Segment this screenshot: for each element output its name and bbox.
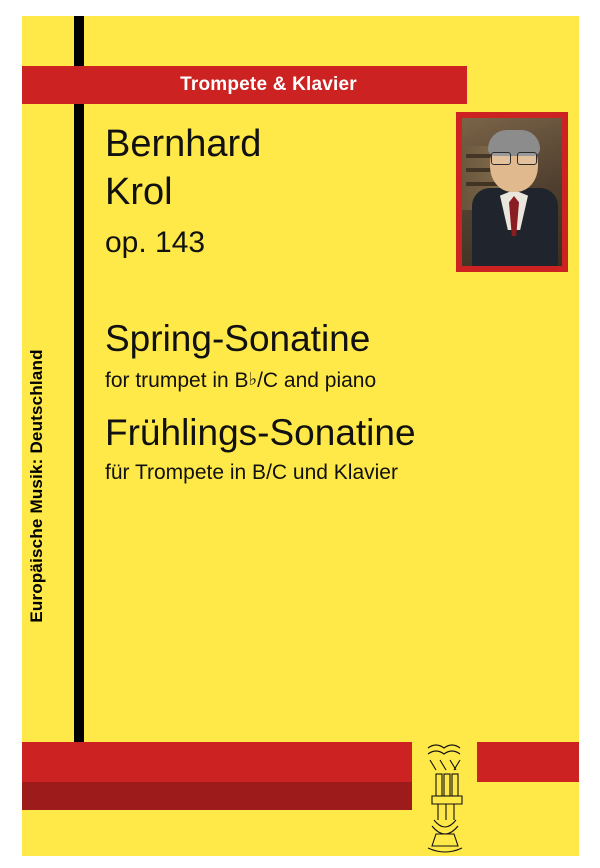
publisher-logo xyxy=(414,738,476,856)
composer-portrait xyxy=(462,118,562,266)
title-german: Frühlings-Sonatine xyxy=(105,412,416,453)
glasses-icon xyxy=(491,152,537,164)
cover-artwork xyxy=(22,16,579,856)
title-english: Spring-Sonatine xyxy=(105,318,371,359)
composer-block xyxy=(105,120,485,266)
subtitle-english xyxy=(105,364,535,396)
trumpet-icon xyxy=(414,738,476,856)
instrumentation-banner xyxy=(22,66,467,104)
composer-portrait-frame xyxy=(456,112,568,272)
subtitle-english-pre: for trumpet in B xyxy=(105,369,249,392)
bottom-bar-bright xyxy=(22,742,412,782)
subtitle-english-post: /C and piano xyxy=(257,369,377,392)
flat-symbol: ♭ xyxy=(248,369,258,389)
publisher-series-label: Europäische Musik: Deutschland xyxy=(27,349,46,623)
subtitle-german: für Trompete in B/C und Klavier xyxy=(105,461,398,484)
spine-bar xyxy=(74,16,84,744)
composer-first-name: Bernhard xyxy=(105,123,262,165)
composer-last-name: Krol xyxy=(105,171,173,213)
opus-number: op. 143 xyxy=(105,226,206,259)
bottom-bar-right xyxy=(477,742,579,782)
title-block xyxy=(105,316,535,488)
bottom-bar-dark xyxy=(22,782,412,810)
title-spacer xyxy=(105,396,535,410)
instrumentation-label: Trompete & Klavier xyxy=(180,74,357,95)
